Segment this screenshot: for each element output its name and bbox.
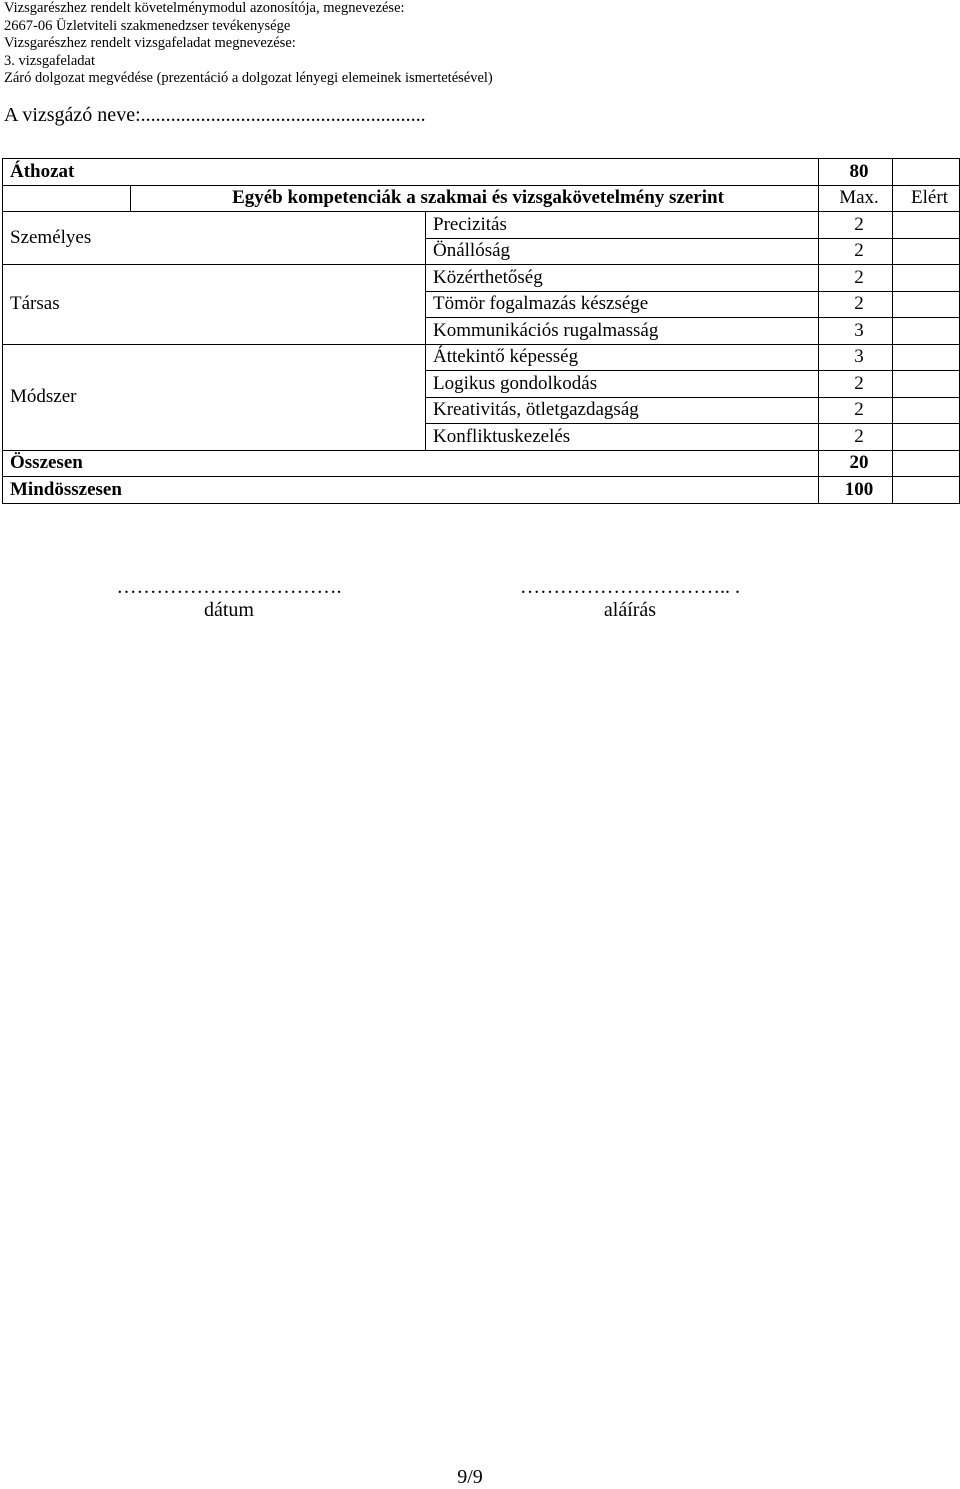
group-label-tarsas: Társas [3, 265, 426, 345]
criterion-max: 2 [819, 291, 893, 318]
criterion-label: Kreativitás, ötletgazdagság [426, 397, 819, 424]
carryover-label: Áthozat [3, 159, 819, 186]
criterion-label: Logikus gondolkodás [426, 371, 819, 398]
criterion-achieved-cell[interactable] [893, 291, 960, 318]
criterion-achieved-cell[interactable] [893, 238, 960, 265]
task-description: Záró dolgozat megvédése (prezentáció a dolgozat lényegi elemeinek ismertetésével) [4, 70, 493, 87]
group-column-header [3, 185, 131, 212]
carryover-achieved-cell[interactable] [893, 159, 960, 186]
criterion-max: 2 [819, 397, 893, 424]
group-label-modszer: Módszer [3, 344, 426, 450]
criterion-max: 3 [819, 318, 893, 345]
table-row [3, 344, 960, 371]
group-label-szemelyes: Személyes [3, 212, 426, 265]
signature-line[interactable]: ………………………….. . [520, 576, 740, 598]
criterion-label: Kommunikációs rugalmasság [426, 318, 819, 345]
table-row [3, 265, 960, 292]
signature-block [496, 576, 764, 622]
date-label: dátum [204, 599, 254, 621]
achieved-column-header: Elért [893, 185, 960, 212]
signature-label: aláírás [603, 599, 657, 621]
criterion-label: Önállóság [426, 238, 819, 265]
criterion-achieved-cell[interactable] [893, 344, 960, 371]
criterion-achieved-cell[interactable] [893, 212, 960, 239]
subtotal-value: 20 [819, 450, 893, 477]
table-row [3, 212, 960, 239]
grandtotal-value: 100 [819, 477, 893, 504]
task-label: Vizsgarészhez rendelt vizsgafeladat megnevezése: [4, 35, 296, 52]
page-number: 9/9 [457, 1466, 483, 1488]
criterion-achieved-cell[interactable] [893, 397, 960, 424]
criterion-label: Konfliktuskezelés [426, 424, 819, 451]
date-signature-block [98, 576, 360, 622]
subtotal-label: Összesen [3, 450, 819, 477]
module-name: 2667-06 Üzletviteli szakmenedzser tevékenysége [4, 17, 291, 34]
criterion-label: Tömör fogalmazás készsége [426, 291, 819, 318]
criterion-max: 3 [819, 344, 893, 371]
grandtotal-achieved-cell[interactable] [893, 477, 960, 504]
criterion-label: Precizitás [426, 212, 819, 239]
carryover-value: 80 [819, 159, 893, 186]
criterion-max: 2 [819, 212, 893, 239]
criterion-label: Áttekintő képesség [426, 344, 819, 371]
max-column-header: Max. [819, 185, 893, 212]
task-number: 3. vizsgafeladat [4, 52, 95, 69]
module-id-label: Vizsgarészhez rendelt követelménymodul azonosítója, megnevezése: [4, 0, 405, 16]
date-line[interactable]: ……………………………. [116, 576, 342, 598]
criterion-achieved-cell[interactable] [893, 424, 960, 451]
competency-table [2, 158, 960, 504]
grandtotal-label: Mindösszesen [3, 477, 819, 504]
criterion-max: 2 [819, 371, 893, 398]
grandtotal-row [3, 477, 960, 504]
subtotal-achieved-cell[interactable] [893, 450, 960, 477]
subtotal-row [3, 450, 960, 477]
criterion-max: 2 [819, 265, 893, 292]
candidate-name-field[interactable]: A vizsgázó neve:......................................................... [4, 104, 426, 126]
document-header [4, 0, 493, 88]
criterion-max: 2 [819, 238, 893, 265]
subheader-row [3, 185, 960, 212]
criterion-label: Közérthetőség [426, 265, 819, 292]
criterion-achieved-cell[interactable] [893, 318, 960, 345]
criterion-achieved-cell[interactable] [893, 265, 960, 292]
criterion-achieved-cell[interactable] [893, 371, 960, 398]
criterion-max: 2 [819, 424, 893, 451]
carryover-row [3, 159, 960, 186]
competency-subheader: Egyéb kompetenciák a szakmai és vizsgakövetelmény szerint [131, 185, 819, 212]
